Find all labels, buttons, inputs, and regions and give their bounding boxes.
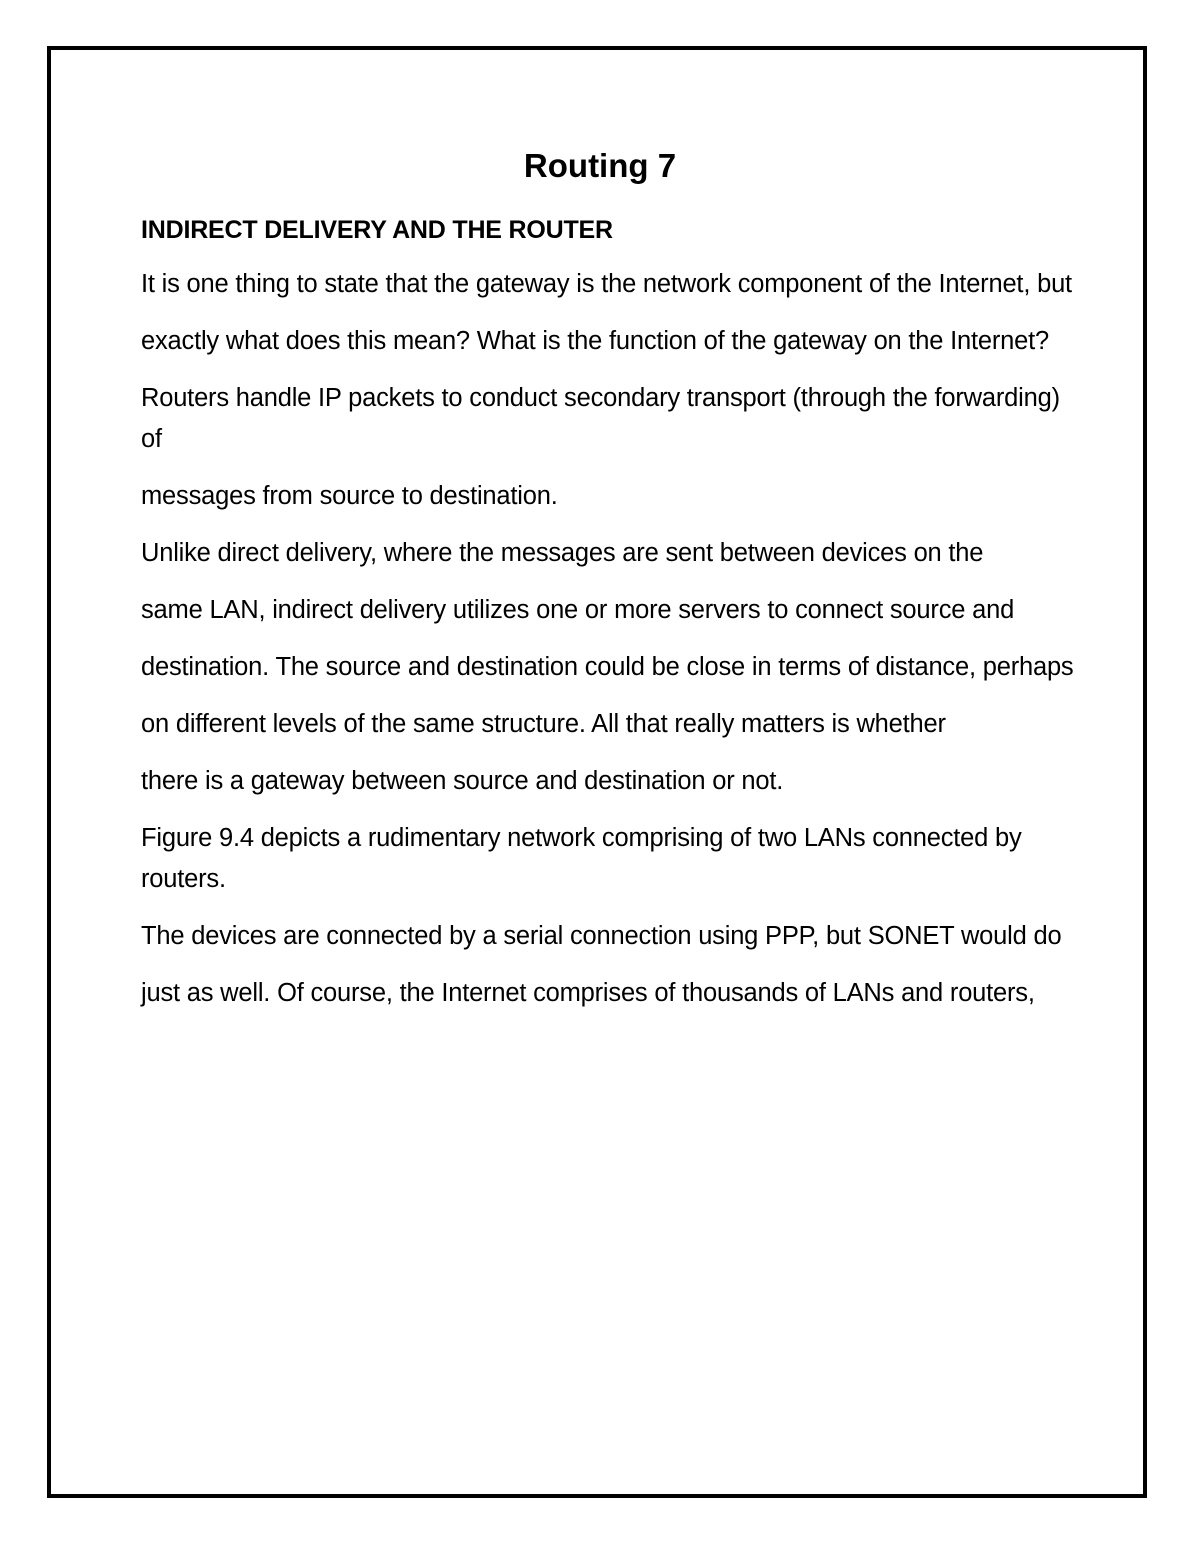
document-body <box>141 208 1076 1030</box>
paragraph: just as well. Of course, the Internet comprises of thousands of LANs and routers, <box>141 979 1035 1007</box>
document-title: Routing 7 <box>523 147 677 184</box>
paragraph: messages from source to destination. <box>141 482 558 510</box>
paragraph: on different levels of the same structure. All that really matters is whether <box>141 710 946 738</box>
paragraph: The devices are connected by a serial connection using PPP, but SONET would do <box>141 922 1062 950</box>
paragraph: Routers handle IP packets to conduct secondary transport (through the forwarding) of <box>141 384 1060 453</box>
paragraph: Figure 9.4 depicts a rudimentary network comprising of two LANs connected by routers. <box>141 824 1022 893</box>
paragraph: there is a gateway between source and destination or not. <box>141 767 784 795</box>
section-heading: INDIRECT DELIVERY AND THE ROUTER <box>141 216 613 244</box>
paragraph: destination. The source and destination could be close in terms of distance, perhaps <box>141 653 1074 681</box>
paragraph: Unlike direct delivery, where the messages are sent between devices on the <box>141 539 984 567</box>
paragraph: exactly what does this mean? What is the function of the gateway on the Internet? <box>141 327 1050 355</box>
paragraph: same LAN, indirect delivery utilizes one or more servers to connect source and <box>141 596 1015 624</box>
paragraph: It is one thing to state that the gateway is the network component of the Internet, but <box>141 270 1072 298</box>
